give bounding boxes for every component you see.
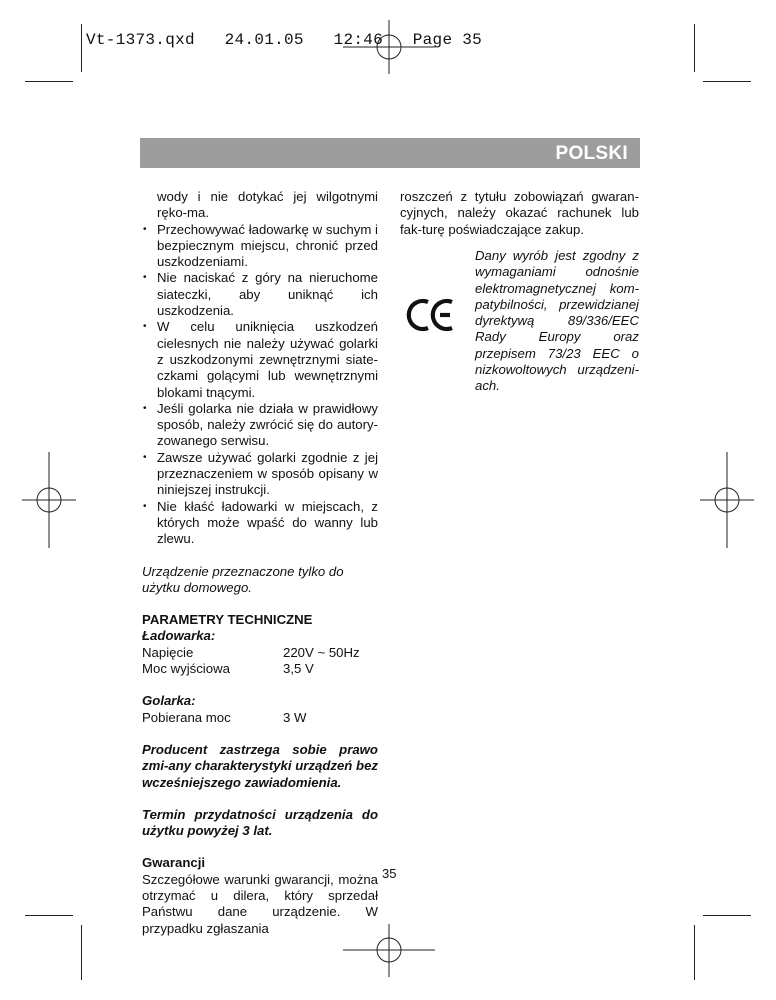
spec-value: 3 W bbox=[283, 709, 307, 725]
registration-mark-right bbox=[700, 452, 754, 548]
spec-row bbox=[142, 661, 378, 677]
spec-value: 3,5 V bbox=[283, 661, 314, 677]
crop-mark bbox=[81, 925, 82, 980]
list-item: • W celu uniknięcia uszkodzeń cielesnych nie należy używać golarki z uszkodzonymi zewnętrznymi siate-czkami golącymi lub wewnętrznymi blokami tnącymi. bbox=[142, 319, 378, 400]
household-note: Urządzenie przeznaczone tylko do użytku domowego. bbox=[142, 563, 344, 595]
crop-mark bbox=[703, 81, 751, 82]
ce-mark-icon bbox=[406, 296, 458, 334]
spec-label: Moc wyjściowa bbox=[142, 661, 230, 677]
language-label: POLSKI bbox=[555, 143, 628, 164]
warranty-continuation: roszczeń z tytułu zobowiązań gwaran-cyjnych, należy okazać rachunek lub fak-turę poświadczające zakup. bbox=[400, 189, 639, 237]
bullet-continuation: wody i nie dotykać jej wilgotnymi ręko-ma. bbox=[157, 189, 378, 221]
spec-label: Pobierana moc bbox=[142, 709, 231, 725]
print-slug: Vt-1373.qxd 24.01.05 12:46 Page 35 bbox=[86, 31, 483, 49]
list-item: • Przechowywać ładowarkę w suchym i bezpiecznym miejscu, chronić przed uszkodzeniami. bbox=[142, 222, 378, 271]
crop-mark bbox=[694, 24, 695, 72]
crop-mark bbox=[703, 915, 751, 916]
warranty-heading: Gwarancji bbox=[142, 855, 206, 871]
lifetime-note: Termin przydatności urządzenia do użytku powyżej 3 lat. bbox=[142, 806, 378, 839]
safety-list bbox=[142, 222, 378, 548]
page-number: 35 bbox=[382, 866, 397, 881]
warranty-text: Szczegółowe warunki gwarancji, można otrzymać u dilera, który sprzedał Państwu dane urządzenie. W przypadku zgłaszania bbox=[142, 871, 378, 936]
ce-declaration bbox=[400, 248, 639, 394]
crop-mark bbox=[81, 24, 82, 72]
registration-mark-left bbox=[22, 452, 76, 548]
left-column bbox=[142, 189, 378, 937]
spec-label: Napięcie bbox=[142, 644, 194, 660]
crop-mark bbox=[25, 915, 73, 916]
manufacturer-note: Producent zastrzega sobie prawo zmi-any charakterystyki urządzeń bez wcześniejszego zawiadomienia. bbox=[142, 741, 379, 790]
spec-value: 220V ~ 50Hz bbox=[283, 644, 360, 660]
ce-conformity-text: Dany wyrób jest zgodny z wymaganiami odnośnie elektromagnetycznej kom-patybilności, przewidzianej dyrektywą 89/336/EEC Rady Europy oraz przepisem 73/23 EEC o nizkowoltowych urządzeni-ach. bbox=[475, 248, 639, 394]
shaver-heading: Golarka: bbox=[142, 693, 196, 709]
specs-heading: PARAMETRY TECHNICZNE bbox=[142, 612, 313, 628]
spec-row bbox=[142, 710, 378, 726]
charger-heading: Ładowarka: bbox=[142, 628, 216, 644]
spec-row bbox=[142, 645, 378, 661]
right-column bbox=[400, 189, 639, 238]
list-item: • Zawsze używać golarki zgodnie z jej przeznaczeniem w sposób opisany w niniejszej instrukcji. bbox=[142, 450, 378, 499]
list-item: • Nie kłaść ładowarki w miejscach, z których może wpaść do wanny lub zlewu. bbox=[142, 499, 378, 548]
crop-mark bbox=[25, 81, 73, 82]
list-item: • Nie naciskać z góry na nieruchome siateczki, aby uniknąć ich uszkodzenia. bbox=[142, 270, 378, 319]
language-bar bbox=[140, 138, 640, 168]
list-item: • Jeśli golarka nie działa w prawidłowy sposób, należy zwrócić się do autory-zowanego serwisu. bbox=[142, 401, 378, 450]
crop-mark bbox=[694, 925, 695, 980]
